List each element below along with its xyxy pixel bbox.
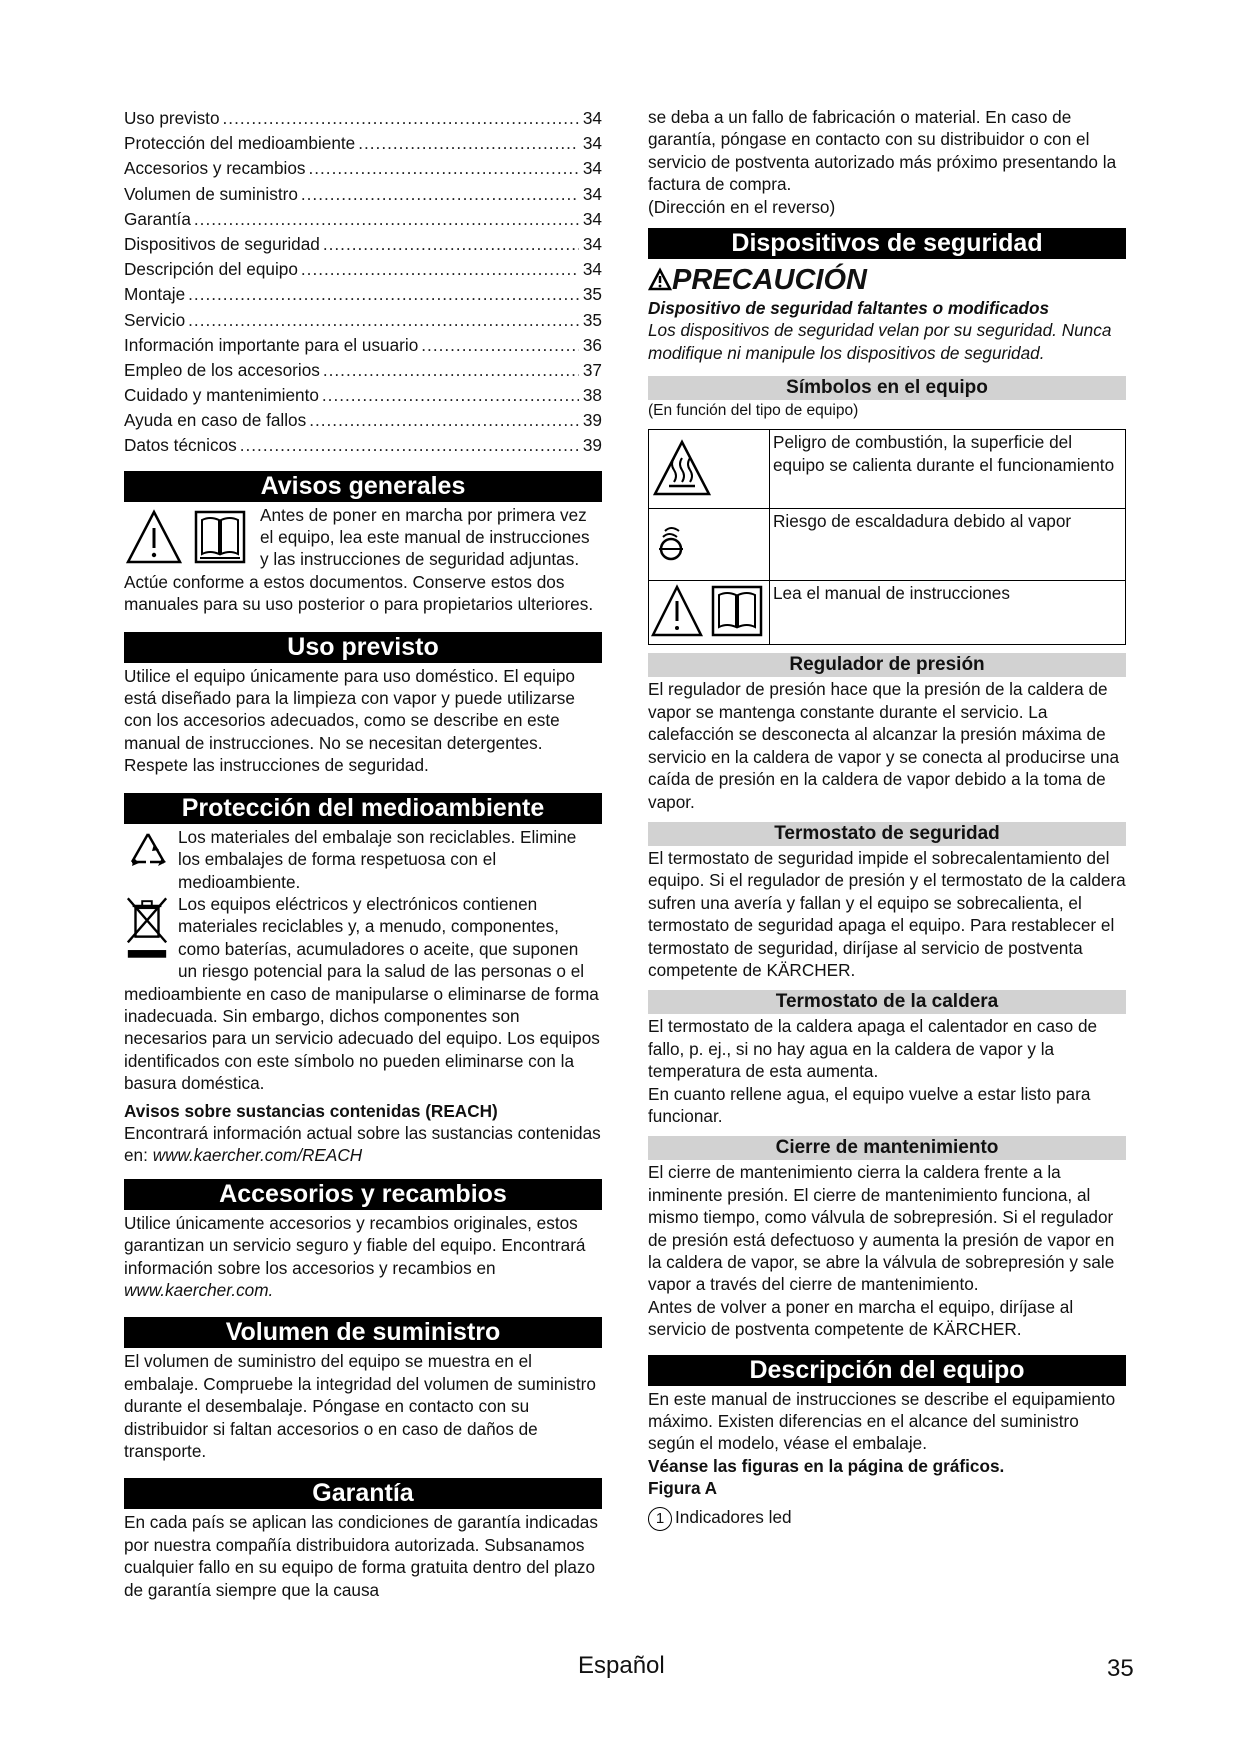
section-heading-cierre: Cierre de mantenimiento — [648, 1136, 1126, 1160]
caution-subtitle: Dispositivo de seguridad faltantes o modificados — [648, 298, 1050, 319]
warning-triangle-icon — [124, 504, 252, 568]
section-heading-termostato-caldera: Termostato de la caldera — [648, 990, 1126, 1014]
symbol-desc: Peligro de combustión, la superficie del equipo se calienta durante el funcionamiento — [770, 430, 1126, 508]
toc-entry[interactable]: Servicio ..... 35 — [124, 308, 602, 333]
figure-item: 1 Indicadores led — [648, 1506, 1126, 1531]
item-number-badge: 1 — [648, 1507, 672, 1531]
toc-entry[interactable]: Uso previsto ..... 34 — [124, 106, 602, 131]
manual-book-icon — [196, 512, 244, 562]
section-heading-seguridad: Dispositivos de seguridad — [648, 228, 1126, 259]
right-column — [648, 106, 1126, 1531]
regulador-text: El regulador de presión hace que la presión de la caldera de vapor se mantenga constante durante el servicio. La calefacción se desconecta al alcanzar la presión máxima de servicio en la caldera de vapor y se conecta al producirse una caída de presión en la caldera de vapor debido a la toma de vapor. — [648, 679, 1120, 812]
hot-surface-warning-icon — [649, 430, 769, 502]
simbolos-note: (En función del tipo de equipo) — [648, 402, 859, 420]
toc-entry[interactable]: Garantía ..... 34 — [124, 207, 602, 232]
toc-entry[interactable]: Descripción del equipo ..... 34 — [124, 257, 602, 282]
section-heading-accesorios: Accesorios y recambios — [124, 1179, 602, 1210]
section-heading-volumen: Volumen de suministro — [124, 1317, 602, 1348]
termostato-caldera-text2: En cuanto rellene agua, el equipo vuelve a estar listo para funcionar. — [648, 1083, 1091, 1126]
caution-text: Los dispositivos de seguridad velan por su seguridad. Nunca modifique ni manipule los dispositivos de seguridad. — [648, 320, 1112, 363]
symbol-desc: Riesgo de escaldadura debido al vapor — [770, 508, 1126, 580]
caution-title: PRECAUCIÓN — [648, 263, 1126, 297]
garantia-address: (Dirección en el reverso) — [648, 196, 836, 217]
section-heading-termostato-seguridad: Termostato de seguridad — [648, 822, 1126, 846]
weee-block — [124, 893, 602, 1095]
symbols-table — [648, 429, 1126, 645]
warning-manual-icons — [124, 504, 252, 568]
section-heading-regulador: Regulador de presión — [648, 653, 1126, 677]
toc-entry[interactable]: Cuidado y mantenimiento ..... 38 — [124, 383, 602, 408]
avisos-text: Antes de poner en marcha por primera vez el equipo, lea este manual de instrucciones y las instrucciones de seguridad adjuntas. Actúe conforme a estos documentos. Conserve estos dos manuales para su uso posterior o para propietarios ulteriores. — [124, 504, 594, 615]
garantia-text: En cada país se aplican las condiciones de garantía indicadas por nuestra compañía distribuidora autorizada. Subsanamos cualquier fallo en su equipo de forma gratuita dentro del plazo de garantía siempre que la causa — [124, 1512, 598, 1600]
table-row — [649, 581, 1126, 645]
caution-triangle-icon — [648, 267, 672, 291]
uso-text: Utilice el equipo únicamente para uso doméstico. El equipo está diseñado para la limpieza con vapor y puede utilizarse con los accesorios adecuados, como se describe en este manual de instrucciones. No se necesitan detergentes. Respete las instrucciones de seguridad. — [124, 665, 575, 776]
section-heading-avisos: Avisos generales — [124, 471, 602, 502]
toc-entry[interactable]: Empleo de los accesorios ..... 37 — [124, 358, 602, 383]
section-heading-simbolos: Símbolos en el equipo — [648, 376, 1126, 400]
toc-entry[interactable]: Protección del medioambiente ..... 34 — [124, 131, 602, 156]
toc-entry[interactable]: Ayuda en caso de fallos ..... 39 — [124, 408, 602, 433]
table-row — [649, 508, 1126, 580]
table-row — [649, 430, 1126, 508]
recycle-text: Los materiales del embalaje son reciclables. Elimine los embalajes de forma respetuosa con el medioambiente. — [178, 826, 577, 892]
recycle-icon — [124, 828, 172, 876]
toc-entry[interactable]: Accesorios y recambios ..... 34 — [124, 156, 602, 181]
reach-title: Avisos sobre sustancias contenidas (REACH) — [124, 1100, 498, 1121]
read-manual-icon — [649, 581, 769, 639]
volumen-text: El volumen de suministro del equipo se muestra en el embalaje. Compruebe la integridad del volumen de suministro durante el desembalaje. Póngase en contacto con su distribuidor si faltan accesorios o en caso de daños de transporte. — [124, 1351, 596, 1462]
termostato-caldera-text1: El termostato de la caldera apaga el calentador en caso de fallo, p. ej., si no hay agua en la caldera de vapor y la temperatura de esta aumenta. — [648, 1016, 1098, 1082]
footer-language: Español — [578, 1652, 665, 1679]
toc-entry[interactable]: Volumen de suministro ..... 34 — [124, 182, 602, 207]
figures-note: Véanse las figuras en la página de gráficos. — [648, 1455, 1005, 1476]
cierre-text2: Antes de volver a poner en marcha el equipo, diríjase al servicio de postventa competente de KÄRCHER. — [648, 1296, 1074, 1340]
descripcion-text: En este manual de instrucciones se describe el equipamiento máximo. Existen diferencias en el alcance del suministro según el modelo, véase el embalaje. — [648, 1388, 1116, 1454]
weee-text: Los equipos eléctricos y electrónicos contienen materiales reciclables y, a menudo, componentes, como baterías, acumuladores o aceite, que suponen un riesgo potencial para la salud de las personas o el medioambiente en caso de manipularse o eliminarse de forma inadecuada. Sin embargo, dichos componentes son necesarios para un servicio adecuado del equipo. Los equipos identificados con este símbolo no pueden eliminarse con la basura doméstica. — [124, 893, 600, 1094]
toc-entry[interactable]: Datos técnicos ..... 39 — [124, 433, 602, 458]
steam-scald-icon — [649, 509, 769, 575]
section-heading-garantia: Garantía — [124, 1478, 602, 1509]
toc-entry[interactable]: Dispositivos de seguridad ..... 34 — [124, 232, 602, 257]
kaercher-link[interactable]: www.kaercher.com. — [124, 1280, 274, 1300]
left-column — [124, 106, 602, 1601]
cierre-text1: El cierre de mantenimiento cierra la caldera frente a la inminente presión. El cierre de mantenimiento funciona, al mismo tiempo, como válvula de sobrepresión. Si el regulador de presión está defectuoso y aumenta la presión de vapor en la caldera de vapor, se abre la válvula de sobrepresión y sale vapor a través del cierre de mantenimiento. — [648, 1162, 1115, 1295]
table-of-contents — [124, 106, 602, 459]
crossed-bin-icon — [124, 893, 170, 963]
figure-label: Figura A — [648, 1478, 718, 1499]
symbol-desc: Lea el manual de instrucciones — [770, 581, 1126, 645]
section-heading-descripcion: Descripción del equipo — [648, 1355, 1126, 1386]
section-heading-proteccion: Protección del medioambiente — [124, 793, 602, 824]
page-number: 35 — [1107, 1655, 1134, 1682]
reach-text: Encontrará información actual sobre las sustancias contenidas en: www.kaercher.com/REACH — [124, 1122, 601, 1166]
toc-entry[interactable]: Información importante para el usuario ..... 36 — [124, 333, 602, 358]
recycle-row — [124, 826, 602, 893]
toc-entry[interactable]: Montaje ..... 35 — [124, 282, 602, 307]
reach-link[interactable]: www.kaercher.com/REACH — [152, 1145, 363, 1166]
section-heading-uso: Uso previsto — [124, 632, 602, 663]
accesorios-text: Utilice únicamente accesorios y recambios originales, estos garantizan un servicio seguro y fiable del equipo. Encontrará información sobre los accesorios y recambios en www.kaercher.com. — [124, 1212, 586, 1300]
garantia-text-continued: se deba a un fallo de fabricación o material. En caso de garantía, póngase en contacto con su distribuidor o con el servicio de postventa autorizado más próximo presentando la factura de compra. — [648, 107, 1117, 195]
avisos-block — [124, 504, 602, 616]
termostato-seguridad-text: El termostato de seguridad impide el sobrecalentamiento del equipo. Si el regulador de presión y el termostato de la caldera sufren una avería y fallan y el equipo se sobrecalienta, el termostato de seguridad apaga el equipo. Para restablecer el termostato de seguridad, diríjase al servicio de postventa competente de KÄRCHER. — [648, 847, 1126, 980]
